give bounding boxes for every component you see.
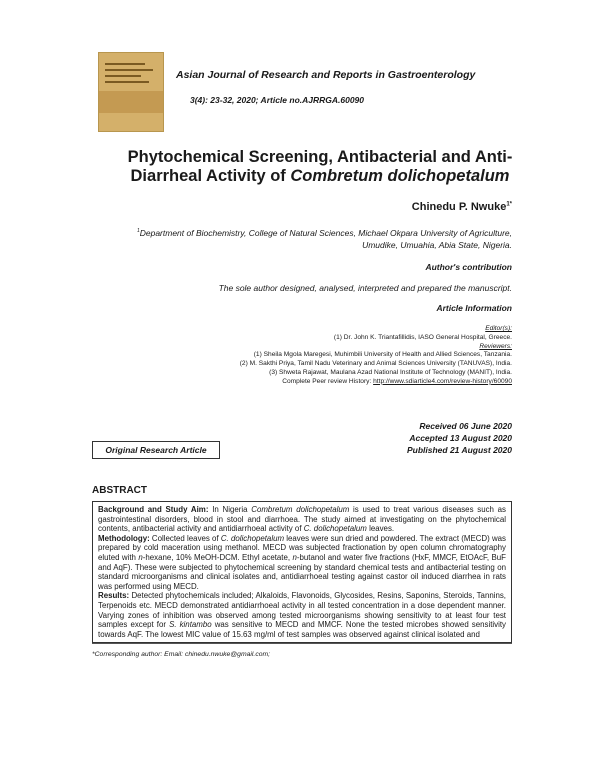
title-line-2 (100, 167, 540, 186)
affiliation-mark: 1 (136, 228, 140, 234)
abstract-heading: ABSTRACT (92, 485, 147, 496)
abstract-methodology (98, 534, 506, 592)
cover-band (99, 91, 163, 113)
contribution-text: The sole author designed, analysed, interpreted and prepared the manuscript. (218, 283, 512, 293)
publication-dates (407, 420, 512, 456)
background-species: C. dolichopetalum (303, 524, 367, 534)
results-text: was sensitive to MECD and MMCF. None the tested microbes showed sensitivity towards AqF. The lowest MIC value of 15.63 mg/ml of test samples was observed against clinical isolated and (98, 620, 506, 639)
methodology-text: Collected leaves of (149, 533, 221, 543)
article-type-box: Original Research Article (92, 441, 220, 459)
review-history-label: Complete Peer review History: (282, 377, 374, 385)
footnote-rule (92, 643, 512, 644)
affiliation-line-1-text: Department of Biochemistry, College of Natural Sciences, Michael Okpara University of Agriculture, (139, 227, 512, 238)
cover-title-line (105, 69, 153, 71)
title-species: Combretum dolichopetalum (290, 167, 510, 185)
date-published: Published 21 August 2020 (406, 445, 512, 455)
reviewers-label: Reviewers: (479, 342, 512, 350)
reviewer-2: (2) M. Sakthi Priya, Tamil Nadu Veterinary and Animal Sciences University (TANUVAS), India. (239, 360, 512, 368)
editor-1: (1) Dr. John K. Triantafillidis, IASO General Hospital, Greece. (333, 333, 512, 341)
abstract-background (98, 505, 506, 534)
abstract-box (92, 501, 512, 643)
title-line-1: Phytochemical Screening, Antibacterial and Anti- (127, 148, 513, 166)
cover-title-line (105, 81, 149, 83)
review-history-link[interactable]: http://www.sdiarticle4.com/review-history/60090 (373, 377, 512, 385)
reviewer-3: (3) Shweta Rajawat, Maulana Azad National Institute of Technology (MANIT), India. (269, 368, 512, 376)
results-label: Results: (98, 591, 130, 601)
author-marks: 1* (506, 201, 512, 208)
editors-label: Editor(s): (485, 325, 512, 332)
background-text: In Nigeria (208, 505, 252, 514)
issue-line: 3(4): 23-32, 2020; Article no.AJRRGA.60090 (190, 95, 365, 105)
date-accepted: Accepted 13 August 2020 (409, 433, 512, 443)
article-info-heading: Article Information (436, 303, 512, 313)
paper-title (100, 148, 540, 186)
results-text: Detected phytochemicals included; Alkaloids, Flavonoids, Glycosides, Resins, Saponins, Steroids, Tannins, Terpenoids etc. MECD demonstrated antidiarrhoeal activity in all tested concentration in a dose dependent manner. Varying zones of inhibition was observed among tested microorganisms showing sensitivity to at least four test samples except for (98, 591, 506, 630)
contribution-heading: Author's contribution (425, 262, 512, 272)
background-species: Combretum dolichopetalum (251, 505, 350, 514)
methodology-italic: n (138, 552, 143, 562)
author-name (412, 201, 512, 213)
methodology-text: -butanol and water five fractions (HxF, MMCF, EtOAcF, BuF and AqF). These were subjected to phytochemical screening by standard chemical tests and antibacterial testing on standard microorganisms and clinical isolates and, antidiarrhoeal testing against castor oil induced diarrhea in rats was performed using MECD. (98, 552, 506, 591)
methodology-italic: n (292, 552, 297, 562)
editors-reviewers-block (92, 325, 512, 387)
date-received: Received 06 June 2020 (419, 421, 512, 431)
background-text: leaves. (366, 524, 395, 534)
methodology-text: -hexane, 10% MeOH-DCM. Ethyl acetate, (142, 552, 293, 562)
affiliation-line-1 (92, 225, 512, 239)
journal-cover-thumbnail (98, 52, 164, 132)
journal-title: Asian Journal of Research and Reports in Gastroenterology (176, 69, 476, 81)
background-label: Background and Study Aim: (98, 505, 209, 514)
background-text: is used to treat various diseases such as gastrointestinal disorders, blood in stool and diarrhoea. The study aimed at investigating on the phytochemical contents, antibacterial activity and antidiarrhoeal activity of (98, 505, 506, 534)
results-species: S. kintambo (169, 620, 212, 630)
abstract-results (98, 591, 506, 639)
methodology-text: leaves were sun dried and powdered. The extract (MECD) was prepared by cold maceration using methanol. MECD was subjected fractionation by open column chromatography eluted with (98, 533, 506, 562)
affiliation-line-2: Umudike, Umuahia, Abia State, Nigeria. (362, 239, 512, 250)
methodology-label: Methodology: (98, 533, 150, 543)
author-affiliation (92, 225, 512, 251)
cover-title-line (105, 63, 145, 65)
corresponding-author-footnote: *Corresponding author: Email: chinedu.nwuke@gmail.com; (92, 651, 271, 658)
review-history (92, 378, 512, 387)
cover-title-line (105, 75, 141, 77)
reviewer-1: (1) Sheila Mgola Maregesi, Muhimbili University of Health and Allied Sciences, Tanzania. (253, 351, 512, 359)
methodology-species: C. dolichopetalum (220, 533, 285, 543)
title-line-2-prefix: Diarrheal Activity of (130, 167, 291, 185)
author-name-text: Chinedu P. Nwuke (411, 201, 507, 213)
